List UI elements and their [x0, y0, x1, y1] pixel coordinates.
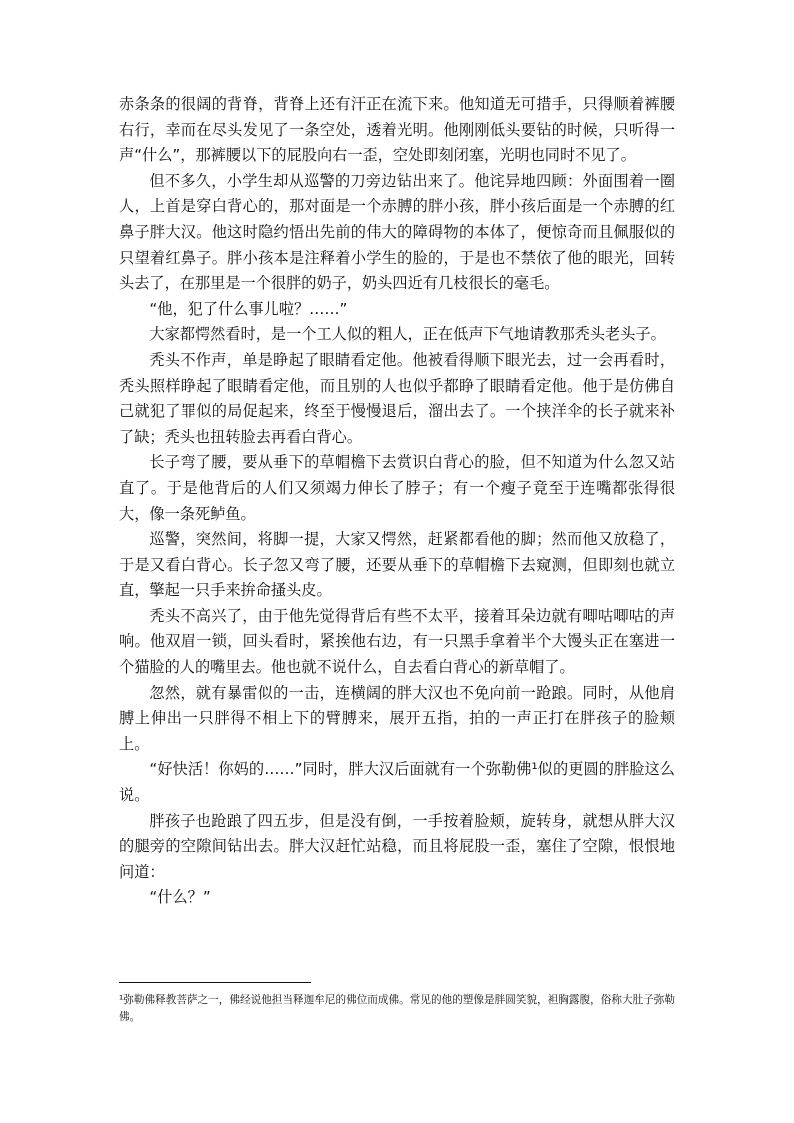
- paragraph-1: 赤条条的很阔的背脊，背脊上还有汗正在流下来。他知道无可措手，只得顺着裤腰右行，幸而在尽头发见了一条空处，透着光明。他刚刚低头要钻的时候，只听得一声“什么”，那裤腰以下的屁股向右一歪，空处即刻闭塞，光明也同时不见了。: [119, 95, 675, 165]
- footnote: ¹弥勒佛释教菩萨之一，佛经说他担当释迦牟尼的佛位而成佛。常见的他的塑像是胖圆笑貌，袒胸露腹，俗称大肚子弥勒佛。: [119, 994, 675, 1023]
- paragraph-11: 胖孩子也跄踉了四五步，但是没有倒，一手按着脸颊，旋转身，就想从胖大汉的腿旁的空隙间钻出去。胖大汉赶忙站稳，而且将屁股一歪，塞住了空隙，恨恨地问道：: [119, 811, 675, 881]
- body-text: [119, 92, 675, 911]
- paragraph-4: 大家都愕然看时，是一个工人似的粗人，正在低声下气地请教那秃头老头子。: [149, 325, 666, 344]
- paragraph-10: “好快活！你妈的……”同时，胖大汉后面就有一个弥勒佛¹似的更圆的胖脸这么说。: [119, 760, 675, 805]
- paragraph-12: “什么？”: [149, 888, 211, 907]
- paragraph-9: 忽然，就有暴雷似的一击，连横阔的胖大汉也不免向前一跄踉。同时，从他肩膊上伸出一只胖得不相上下的臂膊来，展开五指，拍的一声正打在胖孩子的脸颊上。: [119, 683, 675, 753]
- paragraph-3: “他，犯了什么事儿啦？……”: [149, 299, 348, 318]
- paragraph-6: 长子弯了腰，要从垂下的草帽檐下去赏识白背心的脸，但不知道为什么忽又站直了。于是他背后的人们又须竭力伸长了脖子；有一个瘦子竟至于连嘴都张得很大，像一条死鲈鱼。: [119, 453, 675, 523]
- paragraph-8: 秃头不高兴了，由于他先觉得背后有些不太平，接着耳朵边就有唧咕唧咕的声响。他双眉一锁，回头看时，紧挨他右边，有一只黑手拿着半个大馒头正在塞进一个猫脸的人的嘴里去。他也就不说什么，自去看白背心的新草帽了。: [119, 606, 675, 677]
- footnote-divider: [119, 982, 311, 983]
- paragraph-5: 秃头不作声，单是睁起了眼睛看定他。他被看得顺下眼光去，过一会再看时，秃头照样睁起了眼睛看定他，而且别的人也似乎都睁了眼睛看定他。他于是仿佛自己就犯了罪似的局促起来，终至于慢慢退后，溜出去了。一个挟洋伞的长子就来补了缺；秃头也扭转脸去再看白背心。: [119, 350, 675, 446]
- paragraph-7: 巡警，突然间，将脚一提，大家又愕然，赶紧都看他的脚；然而他又放稳了，于是又看白背心。长子忽又弯了腰，还要从垂下的草帽檐下去窥测，但即刻也就立直，擎起一只手来拚命搔头皮。: [119, 530, 675, 600]
- paragraph-2: 但不多久，小学生却从巡警的刀旁边钻出来了。他诧异地四顾：外面围着一圈人，上首是穿白背心的，那对面是一个赤膊的胖小孩，胖小孩后面是一个赤膊的红鼻子胖大汉。他这时隐约悟出先前的伟大的障碍物的本体了，便惊奇而且佩服似的只望着红鼻子。胖小孩本是注释着小学生的脸的，于是也不禁依了他的眼光，回转头去了，在那里是一个很胖的奶子，奶头四近有几枝很长的毫毛。: [119, 171, 675, 293]
